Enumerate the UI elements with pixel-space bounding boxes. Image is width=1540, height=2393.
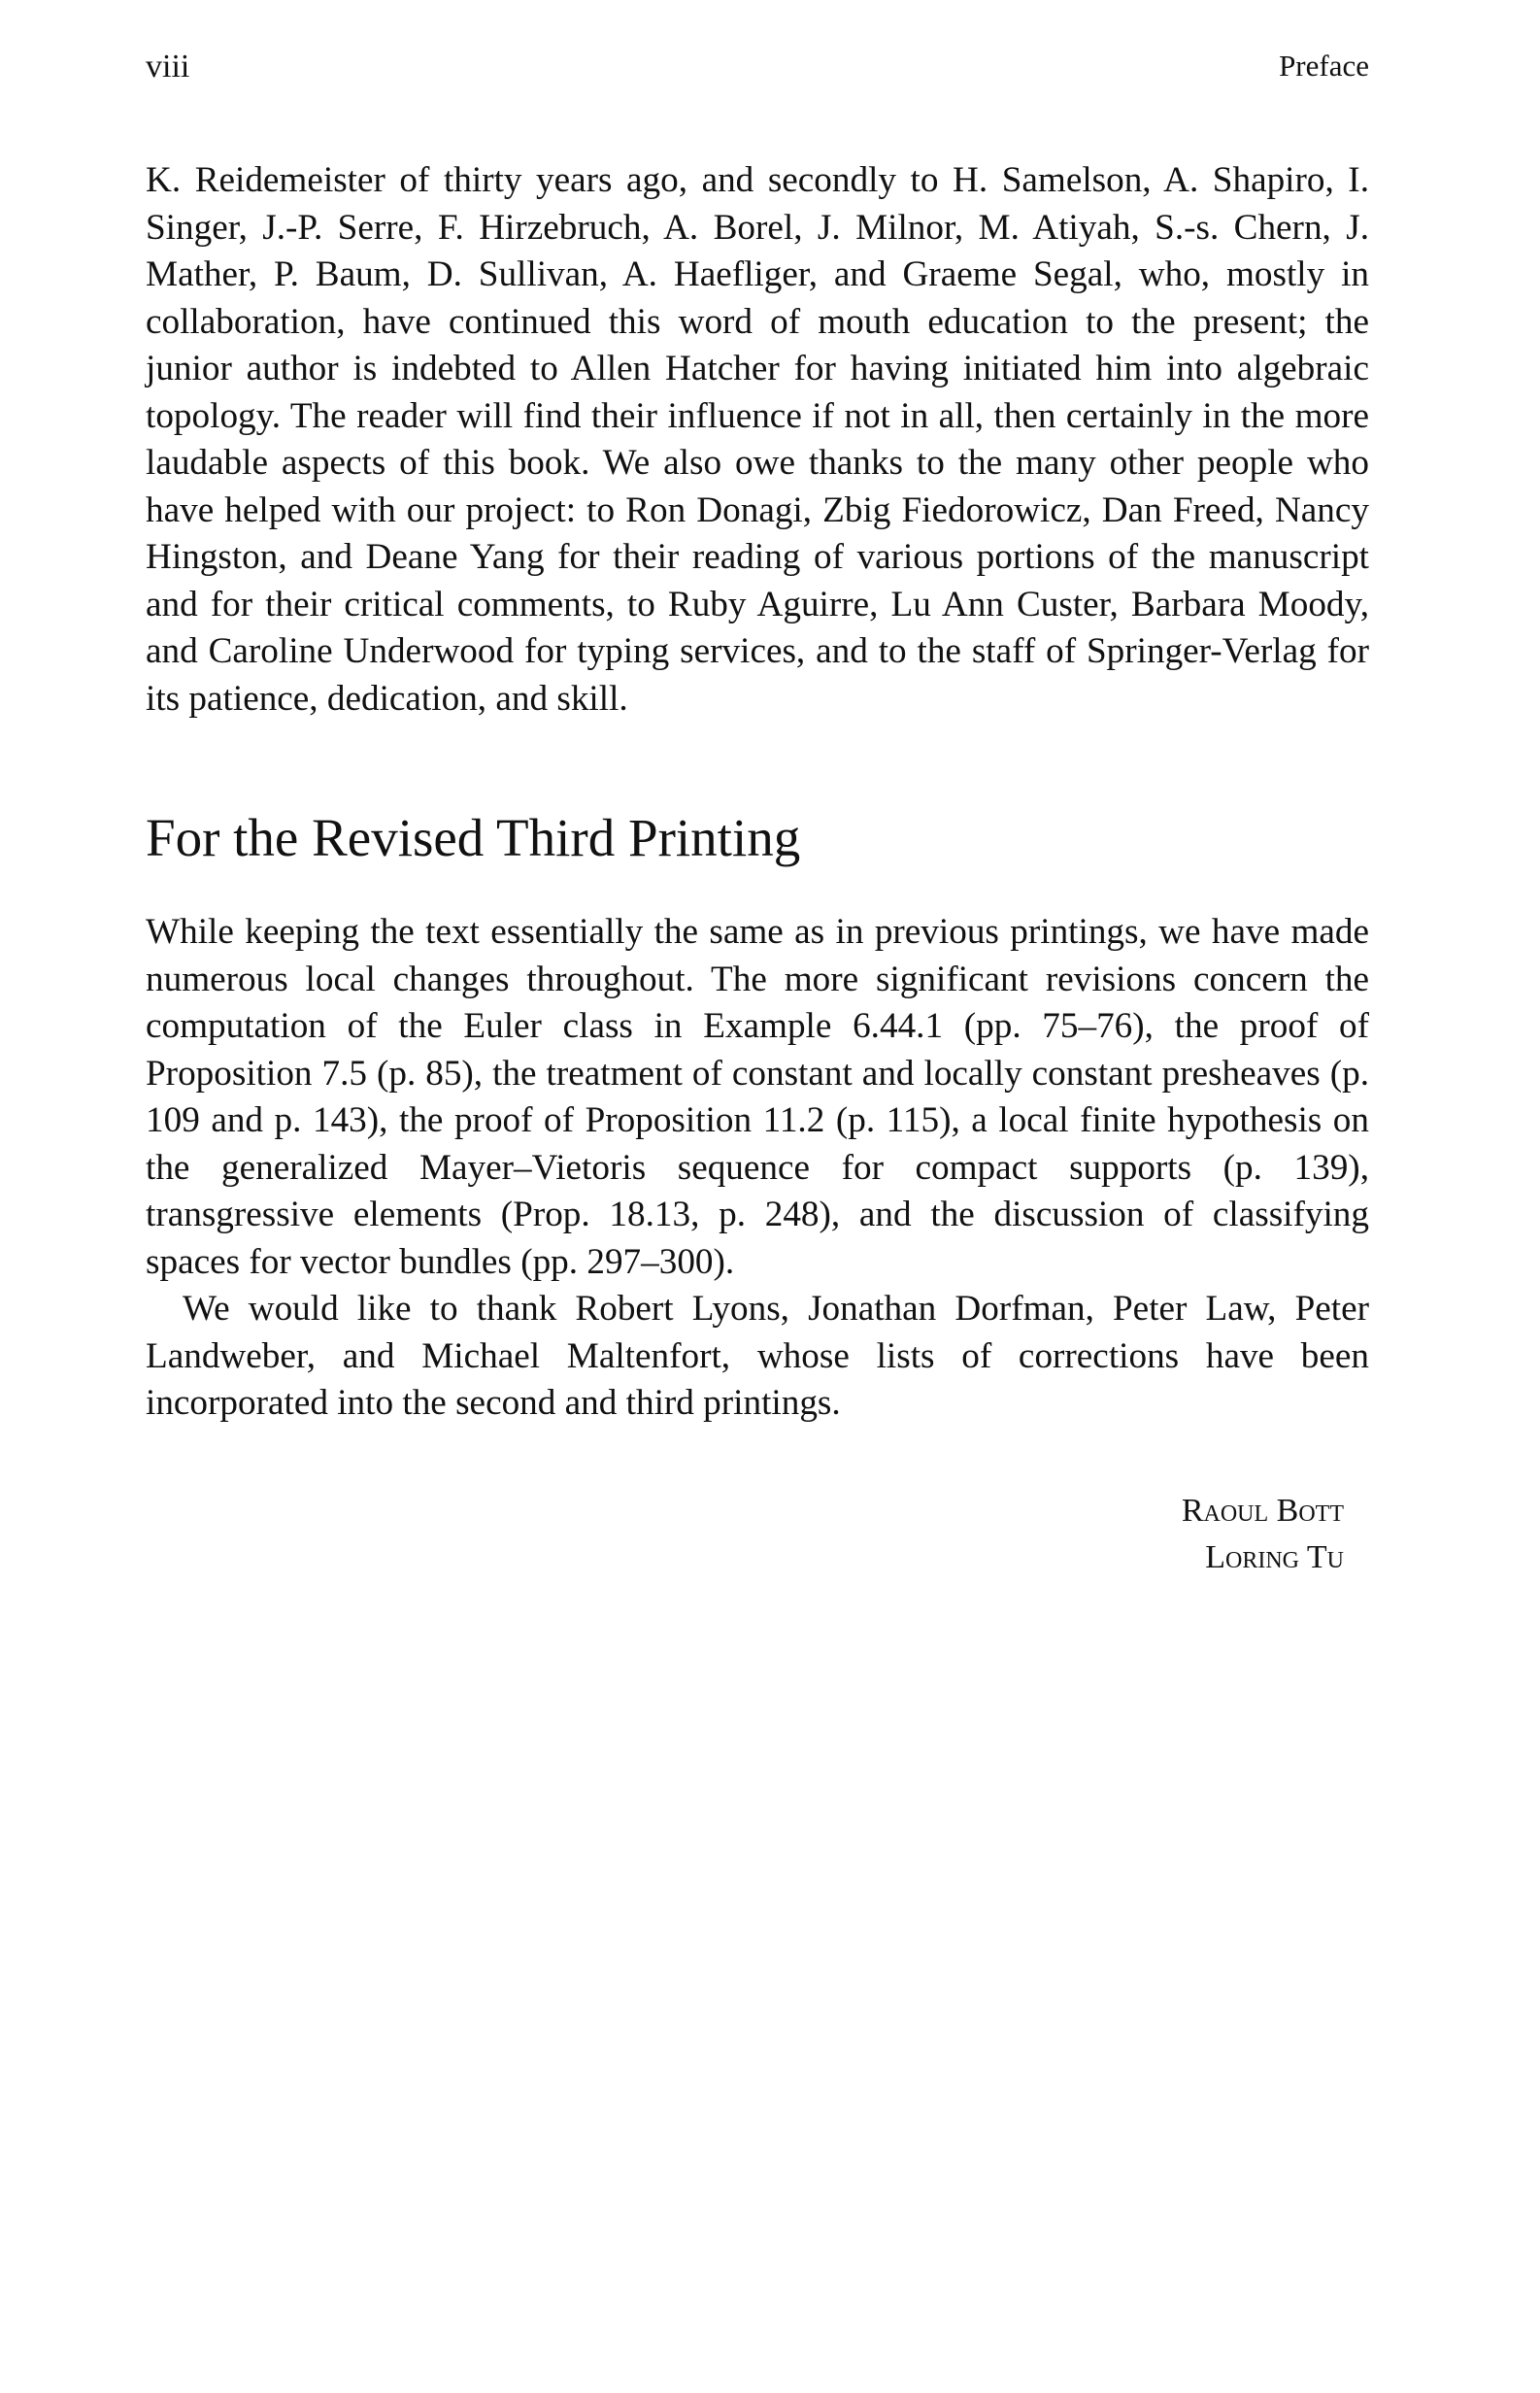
page-number: viii — [146, 49, 190, 84]
thanks-paragraph: We would like to thank Robert Lyons, Jonathan Dorfman, Peter Law, Peter Landweber, and Michael Maltenfort, whose lists of corrections have been incorporated into the second and third printings. — [146, 1289, 1369, 1423]
revisions-paragraph: While keeping the text essentially the same as in previous printings, we have made numerous local changes throughout. The more significant revisions concern the computation of the Euler class in Example 6.44.1 (pp. 75–76), the proof of Proposition 7.5 (p. 85), the treatment of constant and locally constant presheaves (p. 109 and p. 143), the proof of Proposition 11.2 (p. 115), a local finite hypothesis on the generalized Mayer–Vietoris sequence for compact supports (p. 139), transgressive elements (Prop. 18.13, p. 248), and the discussion of classifying spaces for vector bundles (pp. 297–300). — [146, 912, 1369, 1282]
running-header — [146, 49, 1369, 107]
author-name: Raoul Bott — [1181, 1492, 1344, 1529]
author-name: Loring Tu — [1205, 1538, 1344, 1575]
author-signature — [146, 1488, 1369, 1581]
document-page — [146, 49, 1369, 1581]
running-title: Preface — [1279, 49, 1369, 83]
section-title: For the Revised Third Printing — [146, 808, 801, 867]
acknowledgments-paragraph: K. Reidemeister of thirty years ago, and secondly to H. Samelson, A. Shapiro, I. Singer, J.-P. Serre, F. Hirzebruch, A. Borel, J. Milnor, M. Atiyah, S.-s. Chern, J. Mather, P. Baum, D. Sullivan, A. Haefliger, and Graeme Segal, who, mostly in collaboration, have continued this word of mouth education to the present; the junior author is indebted to Allen Hatcher for having initiated him into algebraic topology. The reader will find their influence if not in all, then certainly in the more laudable aspects of this book. We also owe thanks to the many other people who have helped with our project: to Ron Donagi, Zbig Fiedorowicz, Dan Freed, Nancy Hingston, and Deane Yang for their reading of various portions of the manuscript and for their critical comments, to Ruby Aguirre, Lu Ann Custer, Barbara Moody, and Caroline Underwood for typing services, and to the staff of Springer-Verlag for its patience, dedication, and skill. — [146, 160, 1369, 719]
